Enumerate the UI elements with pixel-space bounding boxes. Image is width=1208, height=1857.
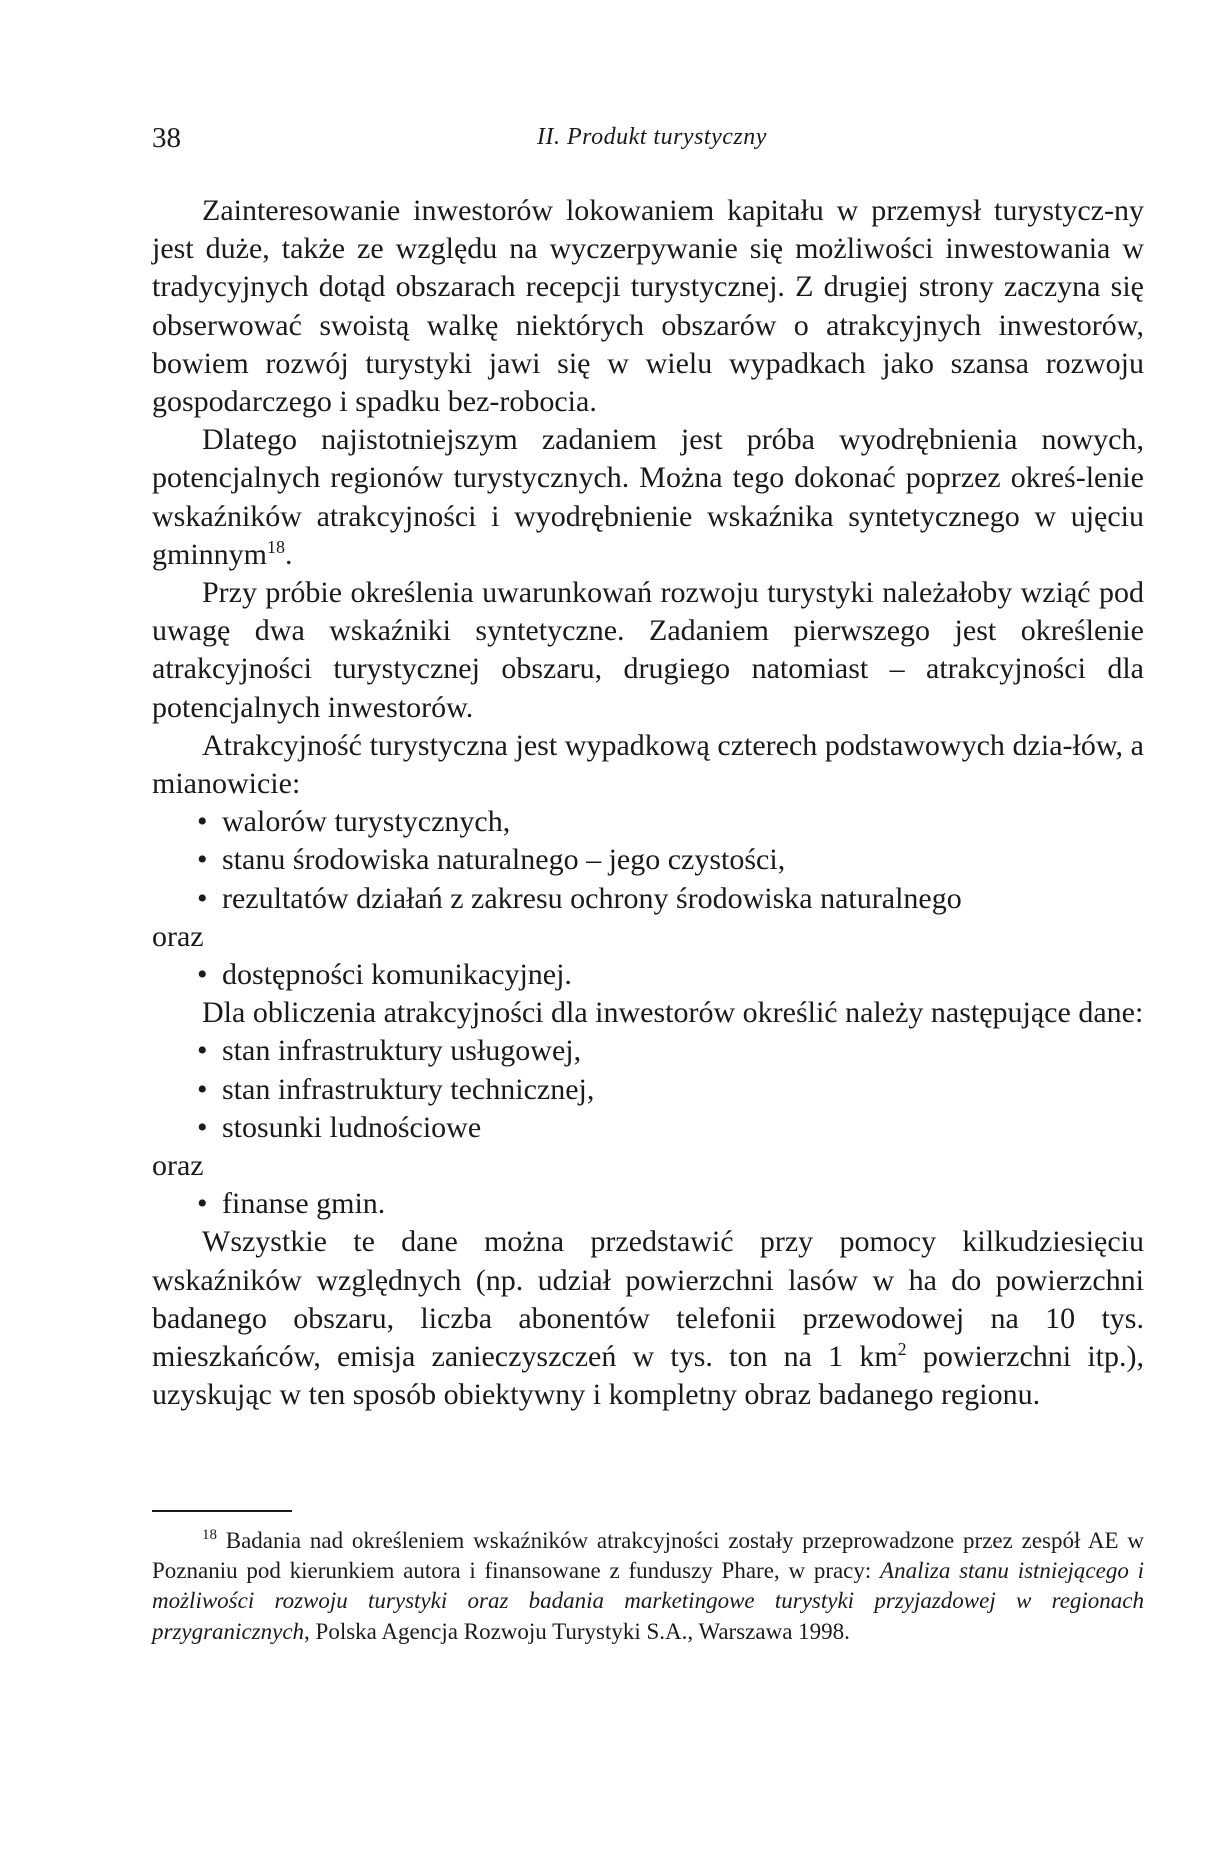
list-item: • stan infrastruktury usługowej, bbox=[197, 1032, 1144, 1070]
footnote-work-title: Analiza stanu istniejącego i możliwości rozwoju turystyki oraz badania marketingowe turystyki przyjazdowej w regionach przygranicznych bbox=[152, 1558, 1144, 1644]
attractiveness-list bbox=[152, 803, 1144, 918]
investor-data-list bbox=[152, 1032, 1144, 1147]
footnote-mark: 18 bbox=[202, 1527, 217, 1544]
superscript: 2 bbox=[897, 1339, 907, 1360]
body-text bbox=[152, 192, 1144, 1415]
list-item: • stan infrastruktury technicznej, bbox=[197, 1071, 1144, 1109]
page-number: 38 bbox=[152, 122, 181, 154]
paragraph-5: Dla obliczenia atrakcyjności dla inwestorów określić należy następujące dane: bbox=[202, 996, 1144, 1030]
paragraph-2-end: . bbox=[285, 537, 293, 571]
list-item: • stosunki ludnościowe bbox=[197, 1109, 1144, 1147]
footnote bbox=[152, 1526, 1144, 1647]
oraz-connector: oraz bbox=[152, 1149, 204, 1183]
footnote-text: Badania nad określeniem wskaźników atrakcyjności zostały przeprowadzone przez zespół AE w Poznaniu pod kierunkiem autora i finansowane z funduszy Phare, w pracy: bbox=[152, 1528, 1144, 1584]
footnote-separator bbox=[152, 1510, 292, 1512]
paragraph-4: Atrakcyjność turystyczna jest wypadkową czterech podstawowych dzia-łów, a mianowicie: bbox=[152, 728, 1144, 801]
paragraph-1: Zainteresowanie inwestorów lokowaniem kapitału w przemysł turystycz-ny jest duże, także ze względu na wyczerpywanie się możliwości inwestowania w tradycyjnych dotąd obszarach recepcji turystycznej. Z drugiej strony zaczyna się obserwować swoistą walkę niektórych obszarów o atrakcyjnych inwestorów, bowiem rozwój turystyki jawi się w wielu wypadkach jako szansa rozwoju gospodarczego i spadku bez-robocia. bbox=[152, 194, 1144, 419]
attractiveness-list-continued bbox=[152, 956, 1144, 994]
list-item: • finanse gmin. bbox=[197, 1185, 1144, 1223]
list-item: • dostępności komunikacyjnej. bbox=[197, 956, 1144, 994]
footnote-publisher: , Polska Agencja Rozwoju Turystyki S.A., Warszawa 1998. bbox=[304, 1618, 850, 1644]
paragraph-2 bbox=[152, 421, 1144, 574]
list-item: • stanu środowiska naturalnego – jego czystości, bbox=[197, 841, 1144, 879]
paragraph-2-text: Dlatego najistotniejszym zadaniem jest próba wyodrębnienia nowych, potencjalnych regionów turystycznych. Można tego dokonać poprzez okreś-lenie wskaźników atrakcyjności i wyodrębnienie wskaźnika syntetycznego w ujęciu gminnym bbox=[152, 423, 1144, 571]
footnote-reference: 18 bbox=[267, 536, 286, 557]
paragraph-6 bbox=[152, 1223, 1144, 1414]
investor-data-list-continued bbox=[152, 1185, 1144, 1223]
list-item: • walorów turystycznych, bbox=[197, 803, 1144, 841]
list-item: • rezultatów działań z zakresu ochrony środowiska naturalnego bbox=[197, 880, 1144, 918]
running-head: II. Produkt turystyczny bbox=[537, 124, 767, 150]
paragraph-6-text: Wszystkie te dane można przedstawić przy pomocy kilkudziesięciu wskaźników względnych (np. udział powierzchni lasów w ha do powierzchni badanego obszaru, liczba abonentów telefonii przewodowej na 10 tys. mieszkańców, emisja zanieczyszczeń w tys. ton na 1 km bbox=[152, 1225, 1144, 1374]
paragraph-6-end: powierzchni itp.), uzyskując w ten sposób obiektywny i kompletny obraz badanego regionu. bbox=[152, 1340, 1144, 1412]
oraz-connector: oraz bbox=[152, 919, 204, 953]
paragraph-3: Przy próbie określenia uwarunkowań rozwoju turystyki należałoby wziąć pod uwagę dwa wskaźniki syntetyczne. Zadaniem pierwszego jest określenie atrakcyjności turystycznej obszaru, drugiego natomiast – atrakcyjności dla potencjalnych inwestorów. bbox=[152, 576, 1144, 724]
page-header bbox=[152, 122, 1142, 162]
